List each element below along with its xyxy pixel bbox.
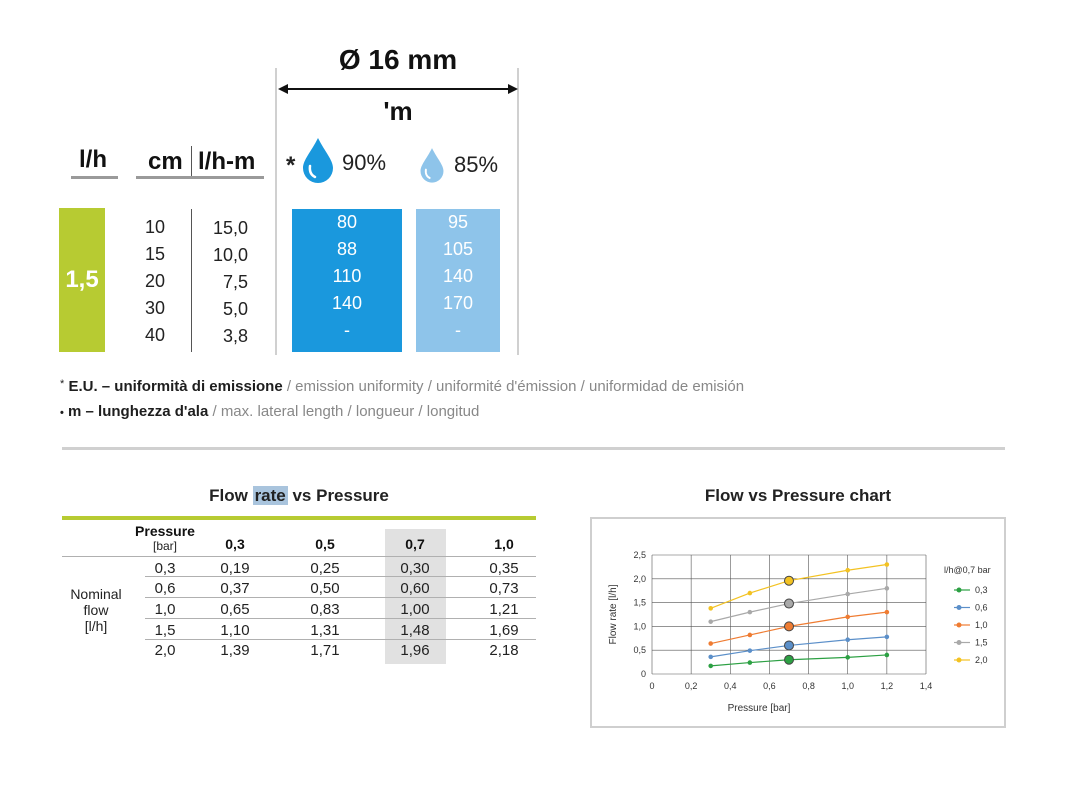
flow-cell: 0,35 — [489, 560, 519, 577]
data-point — [748, 591, 753, 596]
diameter-arrow — [278, 82, 518, 96]
water-drop-light-icon — [419, 146, 445, 184]
pressure-col-header: 0,5 — [315, 536, 335, 552]
row-rule — [145, 597, 536, 598]
y-tick-label: 0,5 — [633, 645, 646, 656]
chart-title: Flow vs Pressure chart — [704, 486, 892, 505]
eu-90-value: 80 — [336, 212, 358, 232]
lhm-value: 5,0 — [222, 299, 248, 319]
data-point — [785, 622, 794, 631]
data-point — [748, 660, 753, 665]
x-tick-label: 0,4 — [724, 681, 737, 691]
nominal-value: 1,5 — [154, 622, 176, 639]
flow-cell: 0,19 — [220, 560, 250, 577]
data-point — [845, 592, 850, 597]
flow-cell: 1,96 — [400, 642, 430, 659]
flow-cell: 1,48 — [400, 622, 430, 639]
data-point — [748, 610, 753, 615]
cm-lhm-underline — [136, 176, 264, 179]
legend-label: 0,6 — [975, 602, 988, 613]
legend-swatch-dot — [957, 623, 962, 628]
flow-cell: 0,65 — [220, 601, 250, 618]
legend-swatch-dot — [957, 605, 962, 610]
flow-cell: 1,39 — [220, 642, 250, 659]
lhm-value: 10,0 — [212, 245, 248, 265]
lhm-value: 3,8 — [222, 326, 248, 346]
y-tick-label: 1,0 — [633, 621, 646, 632]
flow-cell: 0,83 — [310, 601, 340, 618]
flow-cell: 1,31 — [310, 622, 340, 639]
x-axis-label: Pressure [bar] — [727, 703, 791, 714]
flow-table-title-b: vs Pressure — [287, 486, 389, 505]
footnote-m-translations: / max. lateral length / longueur / longitud — [208, 403, 480, 420]
legend-swatch-dot — [957, 588, 962, 593]
data-point — [885, 610, 890, 615]
flow-cell: 0,50 — [310, 580, 340, 597]
pressure-header: Pressure — [135, 523, 195, 539]
divider-left — [275, 68, 277, 355]
eu-star: * — [286, 152, 296, 179]
data-point — [708, 664, 713, 669]
data-point — [708, 641, 713, 646]
data-point — [845, 655, 850, 660]
x-tick-label: 0,2 — [684, 681, 698, 691]
flow-table-title — [62, 486, 536, 506]
cm-value: 20 — [145, 271, 166, 291]
legend-label: 0,3 — [975, 585, 988, 595]
nominal-flow-cell: 1,5 — [59, 208, 105, 352]
y-tick-label: 2,5 — [633, 550, 646, 560]
flow-cell: 1,21 — [489, 601, 519, 618]
lh-header: l/h — [79, 146, 107, 173]
legend-label: 2,0 — [975, 655, 988, 665]
series-line — [711, 588, 887, 621]
eu-90-value: 110 — [332, 266, 362, 286]
y-axis-label: Flow rate [l/h] — [608, 584, 619, 645]
eu-90-value: 88 — [336, 239, 358, 259]
flow-cell: 0,73 — [489, 580, 519, 597]
footnote-eu: * E.U. – uniformità di emissione / emission uniformity / uniformité d'émission / uniformidad de emisión — [60, 378, 745, 395]
eu-90-label: 90% — [342, 150, 387, 175]
cm-value: 40 — [145, 325, 166, 345]
nominal-value: 0,3 — [154, 560, 176, 577]
data-point — [748, 648, 753, 653]
section-divider — [62, 447, 1005, 450]
eu-85-label: 85% — [454, 152, 499, 177]
water-drop-icon — [301, 136, 335, 184]
flow-cell: 2,18 — [489, 642, 519, 659]
legend-label: 1,5 — [975, 637, 988, 648]
footnote-m-term: m – lunghezza d'ala — [68, 403, 209, 420]
data-point — [845, 568, 850, 573]
row-rule — [145, 639, 536, 640]
x-tick-label: 0,8 — [802, 681, 815, 691]
legend-swatch-dot — [957, 658, 962, 663]
nominal-value: 1,0 — [154, 601, 176, 618]
data-point — [885, 586, 890, 591]
legend-swatch-dot — [957, 640, 962, 645]
pressure-col-header: 0,7 — [405, 536, 425, 552]
eu-90-value: 140 — [331, 293, 363, 313]
pressure-col-header: 0,3 — [225, 536, 245, 552]
spec-sep — [191, 209, 192, 352]
data-point — [708, 606, 713, 611]
lhm-header: l/h-m — [198, 148, 256, 175]
data-point — [785, 576, 794, 585]
data-point — [785, 655, 794, 664]
cm-value: 10 — [145, 217, 166, 237]
series-line — [711, 655, 887, 666]
flow-cell: 0,37 — [220, 580, 250, 597]
lhm-value: 15,0 — [212, 218, 248, 238]
y-tick-label: 2,0 — [633, 573, 646, 584]
pressure-unit: [bar] — [152, 539, 177, 553]
pressure-col-header: 1,0 — [494, 536, 514, 552]
eu-90-column — [292, 209, 402, 352]
data-point — [885, 635, 890, 640]
flow-cell: 1,10 — [220, 622, 250, 639]
eu-90-value: - — [344, 320, 350, 340]
nominal-flow-label: Nominal flow [l/h] — [70, 586, 122, 634]
cm-value: 15 — [145, 244, 166, 264]
cm-value: 30 — [145, 298, 166, 318]
data-point — [708, 655, 713, 660]
legend-title: l/h@0,7 bar — [944, 565, 991, 575]
data-point — [785, 641, 794, 650]
row-rule — [62, 556, 536, 557]
eu-85-column — [416, 209, 500, 352]
data-point — [885, 653, 890, 658]
y-tick-label: 0 — [640, 669, 646, 679]
data-point — [748, 633, 753, 638]
row-rule — [145, 618, 536, 619]
series-line — [711, 637, 887, 657]
cm-column — [145, 214, 175, 349]
eu-85-value: 95 — [447, 212, 469, 232]
flow-cell: 0,60 — [400, 580, 430, 597]
flow-table-title-a: Flow — [209, 486, 253, 505]
data-point — [785, 599, 794, 608]
x-tick-label: 0 — [649, 681, 655, 691]
flow-cell: 1,71 — [310, 642, 340, 659]
lh-underline — [71, 176, 118, 179]
data-point — [708, 619, 713, 624]
footnote-eu-term: E.U. – uniformità di emissione — [68, 378, 283, 395]
data-point — [885, 562, 890, 567]
flow-table-title-highlight: rate — [254, 486, 286, 505]
lhm-value: 7,5 — [222, 272, 248, 292]
flow-cell: 1,00 — [400, 601, 430, 618]
diameter-title: Ø 16 mm — [338, 44, 458, 75]
eu-85-value: 140 — [442, 266, 474, 286]
flow-table-top-rule — [62, 516, 536, 520]
nominal-value: 0,6 — [154, 580, 176, 597]
x-tick-label: 1,4 — [919, 681, 933, 691]
flow-cell: 0,30 — [400, 560, 430, 577]
x-tick-label: 1,0 — [841, 681, 854, 691]
footnote-eu-translations: / emission uniformity / uniformité d'émission / uniformidad de emisión — [282, 378, 745, 395]
eu-85-value: - — [455, 320, 461, 340]
flow-pressure-chart — [592, 519, 1004, 726]
cm-header: cm — [148, 148, 183, 175]
data-point — [845, 637, 850, 642]
x-tick-label: 1,2 — [880, 681, 894, 691]
lhm-column — [208, 215, 248, 350]
eu-85-value: 105 — [442, 239, 474, 259]
footnote-m: • m – lunghezza d'ala / max. lateral length / longueur / longitud — [60, 403, 480, 420]
eu-85-value: 170 — [442, 293, 474, 313]
legend-label: 1,0 — [975, 620, 988, 630]
data-point — [845, 615, 850, 620]
nominal-value: 2,0 — [154, 642, 176, 659]
cm-lhm-sep — [191, 146, 192, 176]
flow-cell: 1,69 — [489, 622, 519, 639]
length-m-header: 'm — [383, 96, 413, 126]
y-tick-label: 1,5 — [633, 597, 646, 608]
flow-cell: 0,25 — [310, 560, 340, 577]
x-tick-label: 0,6 — [763, 681, 776, 691]
